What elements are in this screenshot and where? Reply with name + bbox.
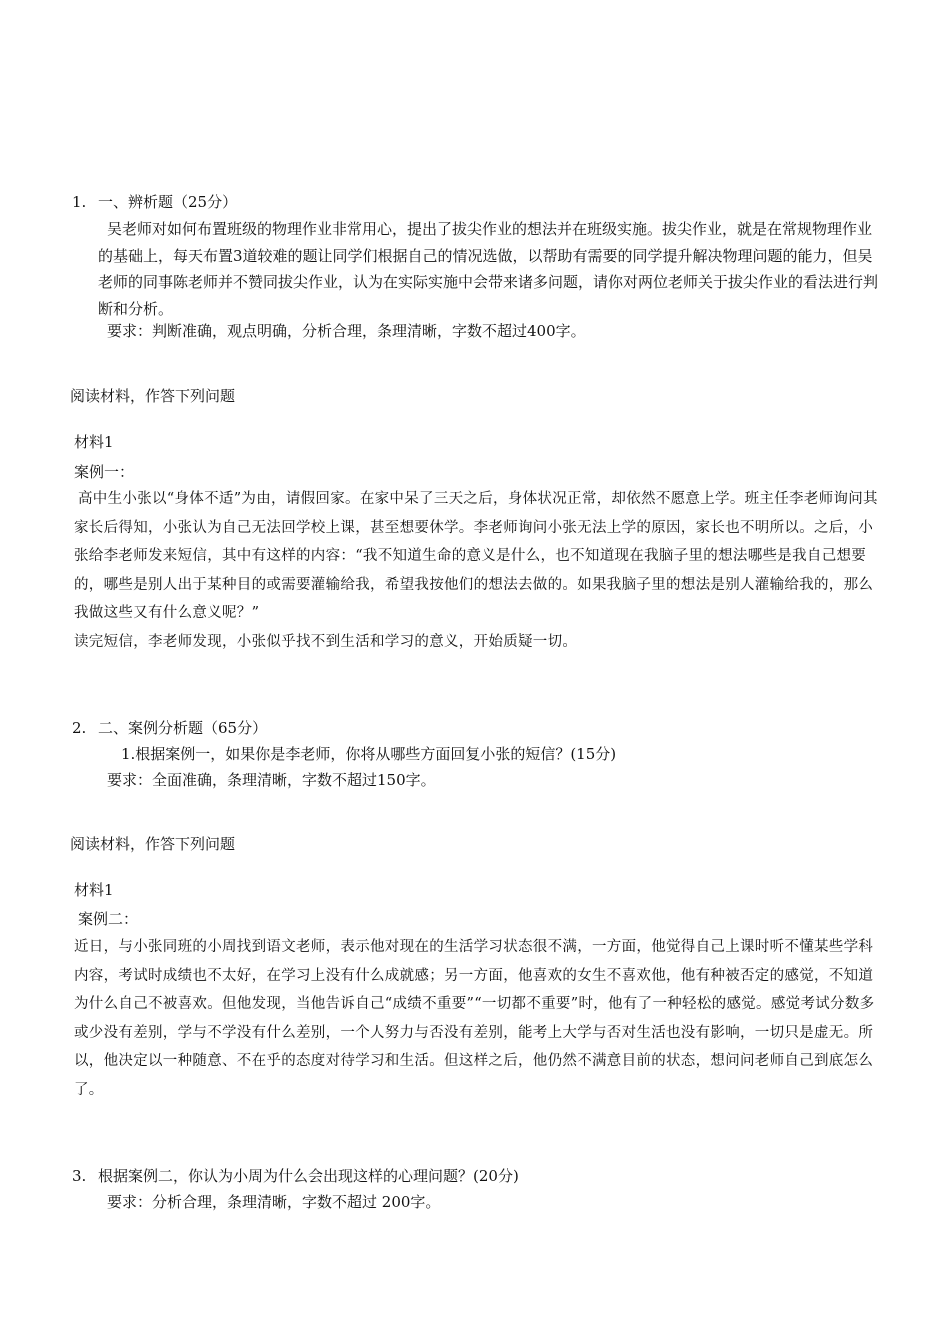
q2-heading: 二、案例分析题（65分） (98, 719, 268, 737)
reading1-material-label: 材料1 (74, 433, 114, 451)
reading2-case-text: 近日，与小张同班的小周找到语文老师，表示他对现在的生活学习状态很不满，一方面，他觉得自己上课时听不懂某些学科内容，考试时成绩也不太好，在学习上没有什么成就感；另一方面，他喜欢的女生不喜欢他，他有种被否定的感觉，不知道为什么自己不被喜欢。但他发现，当他告诉自己“成绩不重要”“一切都不重要”时，他有了一种轻松的感觉。感觉考试分数多或少没有差别，学与不学没有什么差别，一个人努力与否没有差别，能考上大学与否对生活也没有影响，一切只是虚无。所以，他决定以一种随意、不在乎的态度对待学习和生活。但这样之后，他仍然不满意目前的状态，想问问老师自己到底怎么了。 (74, 939, 875, 1098)
reading2-case-body (74, 933, 884, 1104)
q2-requirement: 要求：全面准确，条理清晰，字数不超过150字。 (107, 771, 436, 789)
q1-body (98, 216, 878, 322)
q1-number: 1. (72, 193, 87, 211)
reading1-case-body (74, 485, 884, 628)
reading2-case-title: 案例二： (78, 910, 139, 928)
reading2-instruction: 阅读材料，作答下列问题 (70, 835, 236, 853)
q3-requirement: 要求：分析合理，条理清晰，字数不超过 200字。 (107, 1193, 441, 1211)
reading1-case-end (74, 628, 884, 657)
q3-number: 3. (72, 1167, 87, 1185)
q1-heading: 一、辨析题（25分） (98, 193, 238, 211)
q3-heading: 根据案例二，你认为小周为什么会出现这样的心理问题？(20分) (98, 1167, 519, 1185)
reading1-case-text: 高中生小张以“身体不适”为由，请假回家。在家中呆了三天之后，身体状况正常，却依然不愿意上学。班主任李老师询问其家长后得知，小张认为自己无法回学校上课，甚至想要休学。李老师询问小张无法上学的原因，家长也不明所以。之后，小张给李老师发来短信，其中有这样的内容：“我不知道生命的意义是什么，也不知道现在我脑子里的想法哪些是我自己想要的，哪些是别人出于某种目的或需要灌输给我，希望我按他们的想法去做的。如果我脑子里的想法是别人灌输给我的，那么我做这些又有什么意义呢？” (74, 491, 878, 621)
q1-requirement: 要求：判断准确，观点明确，分析合理，条理清晰，字数不超过400字。 (107, 322, 586, 340)
q3-heading-line (72, 1166, 519, 1186)
reading1-case-title: 案例一： (74, 463, 135, 481)
q2-subquestion: 1.根据案例一，如果你是李老师，你将从哪些方面回复小张的短信？(15分) (121, 745, 617, 763)
q2-heading-line (72, 718, 267, 738)
reading2-material-label: 材料1 (74, 881, 114, 899)
q2-number: 2. (72, 719, 87, 737)
reading1-case-end-text: 读完短信，李老师发现，小张似乎找不到生活和学习的意义，开始质疑一切。 (74, 634, 578, 650)
reading1-instruction: 阅读材料，作答下列问题 (70, 387, 236, 405)
q1-heading-line (72, 192, 237, 212)
q1-body-text: 吴老师对如何布置班级的物理作业非常用心，提出了拔尖作业的想法并在班级实施。拔尖作业，就是在常规物理作业的基础上，每天布置3道较难的题让同学们根据自己的情况选做，以帮助有需要的同学提升解决物理问题的能力，但吴老师的同事陈老师并不赞同拔尖作业，认为在实际实施中会带来诸多问题，请你对两位老师关于拔尖作业的看法进行判断和分析。 (98, 220, 879, 318)
